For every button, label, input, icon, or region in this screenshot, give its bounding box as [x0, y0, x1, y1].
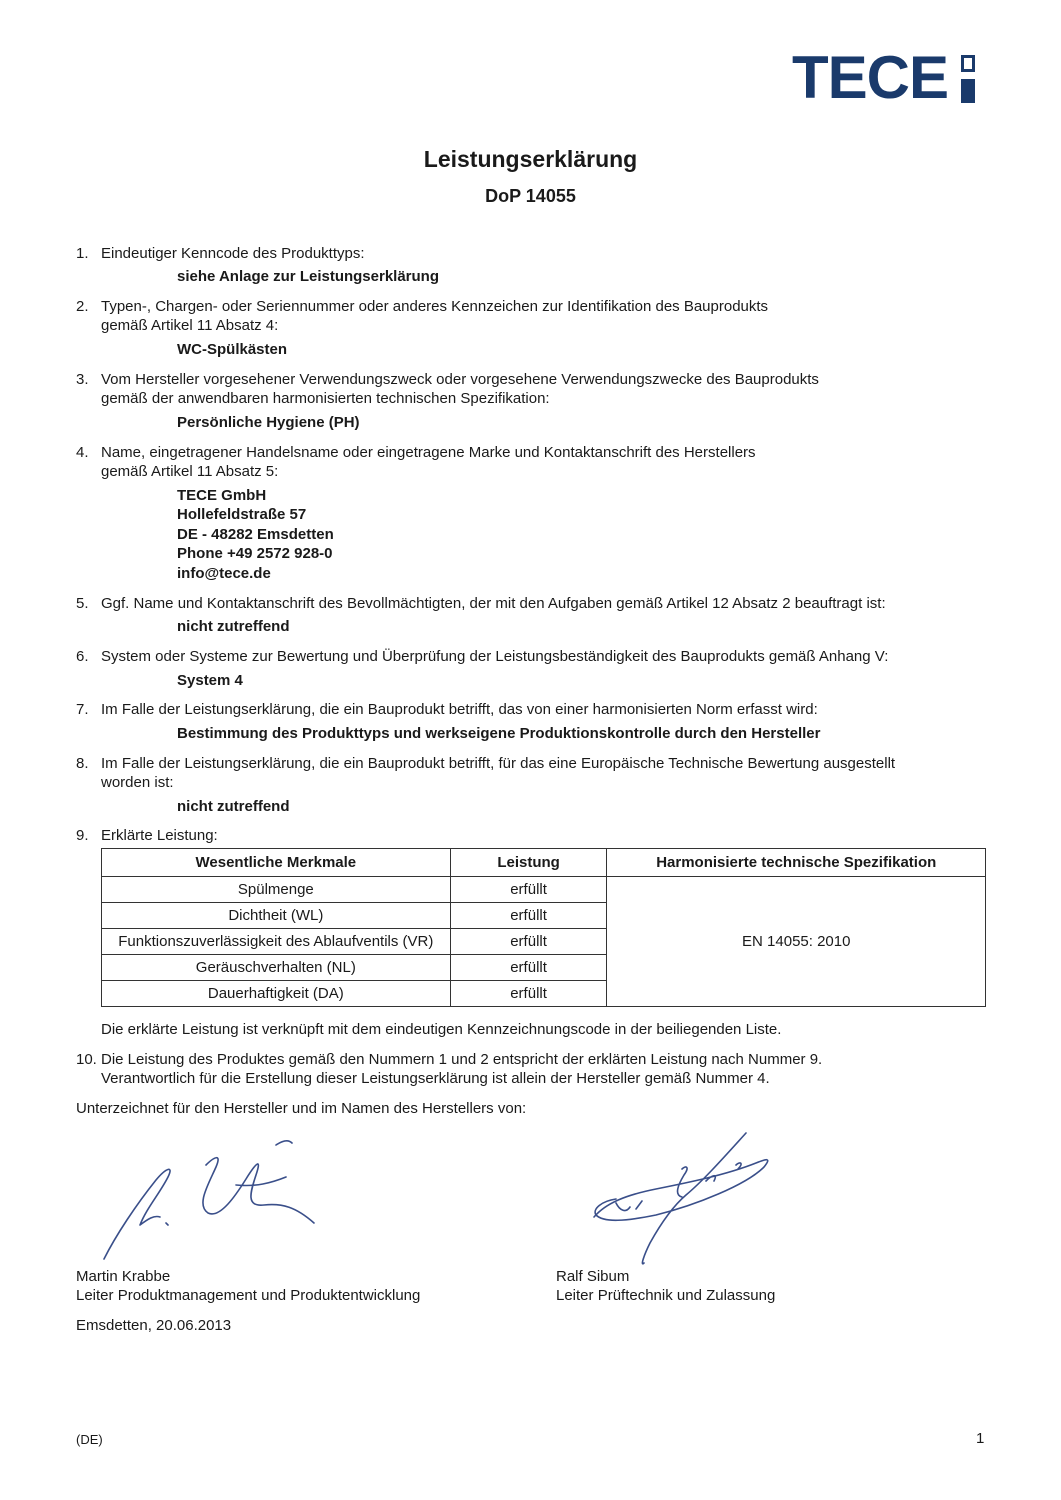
table-cell-performance: erfüllt	[450, 903, 607, 929]
item-1-number: 1.	[76, 245, 89, 262]
item-7-text: Im Falle der Leistungserklärung, die ein Bauprodukt betrifft, das von einer harmonisierten Norm erfasst wird:	[101, 701, 818, 718]
item-1-answer: siehe Anlage zur Leistungserklärung	[177, 268, 440, 285]
table-cell-performance: erfüllt	[450, 877, 607, 903]
item-8-text-line2: worden ist:	[101, 774, 174, 791]
table-header-row	[102, 849, 986, 877]
item-1-text: Eindeutiger Kenncode des Produkttyps:	[101, 245, 365, 262]
item-6-answer: System 4	[177, 672, 243, 689]
item-10-number: 10.	[76, 1051, 97, 1068]
table-note: Die erklärte Leistung ist verknüpft mit dem eindeutigen Kennzeichnungscode in der beiliegenden Liste.	[101, 1021, 782, 1038]
table-header: Wesentliche Merkmale	[102, 849, 451, 877]
item-9-number: 9.	[76, 827, 89, 844]
item-2-text-line1: Typen-, Chargen- oder Seriennummer oder anderes Kennzeichen zur Identifikation des Bauprodukts	[101, 298, 769, 315]
item-5-text: Ggf. Name und Kontaktanschrift des Bevollmächtigten, der mit den Aufgaben gemäß Artikel 12 Absatz 2 beauftragt ist:	[101, 595, 886, 612]
item-8-answer: nicht zutreffend	[177, 798, 290, 815]
signer-2-name: Ralf Sibum	[556, 1268, 630, 1285]
item-6-number: 6.	[76, 648, 89, 665]
item-4-answer-street: Hollefeldstraße 57	[177, 506, 307, 523]
table-cell-feature: Funktionszuverlässigkeit des Ablaufventils (VR)	[102, 929, 451, 955]
item-10-text-line1: Die Leistung des Produktes gemäß den Nummern 1 und 2 entspricht der erklärten Leistung nach Nummer 9.	[101, 1051, 823, 1068]
table-cell-spec: EN 14055: 2010	[607, 877, 986, 1007]
item-8-number: 8.	[76, 755, 89, 772]
item-4-answer-company: TECE GmbH	[177, 487, 267, 504]
table-cell-feature: Dichtheit (WL)	[102, 903, 451, 929]
document-subtitle: DoP 14055	[485, 186, 576, 206]
document-title: Leistungserklärung	[423, 146, 638, 172]
table-cell-performance: erfüllt	[450, 929, 607, 955]
signature-ralf-sibum	[586, 1125, 786, 1275]
item-6-text: System oder Systeme zur Bewertung und Überprüfung der Leistungsbeständigkeit des Bauprodukts gemäß Anhang V:	[101, 648, 889, 665]
signer-1-role: Leiter Produktmanagement und Produktentwicklung	[76, 1287, 421, 1304]
item-3-answer: Persönliche Hygiene (PH)	[177, 414, 360, 431]
tece-logo	[792, 44, 987, 111]
item-10-text-line2: Verantwortlich für die Erstellung dieser Leistungserklärung ist allein der Hersteller gemäß Nummer 4.	[101, 1070, 770, 1087]
logo-square-filled	[961, 79, 975, 103]
table-cell-feature: Spülmenge	[102, 877, 451, 903]
item-4-number: 4.	[76, 444, 89, 461]
table-cell-performance: erfüllt	[450, 981, 607, 1007]
item-5-number: 5.	[76, 595, 89, 612]
signer-2-role: Leiter Prüftechnik und Zulassung	[556, 1287, 776, 1304]
item-4-answer-email: info@tece.de	[177, 565, 271, 582]
footer-language: (DE)	[76, 1432, 103, 1447]
table-row	[102, 877, 986, 903]
item-2-text-line2: gemäß Artikel 11 Absatz 4:	[101, 317, 279, 334]
item-7-answer: Bestimmung des Produkttyps und werkseigene Produktionskontrolle durch den Hersteller	[177, 725, 821, 742]
signed-by-text: Unterzeichnet für den Hersteller und im Namen des Herstellers von:	[76, 1100, 527, 1117]
item-8-text-line1: Im Falle der Leistungserklärung, die ein Bauprodukt betrifft, für das eine Europäische Technische Bewertung ausgestellt	[101, 755, 896, 772]
item-4-answer-city: DE - 48282 Emsdetten	[177, 526, 334, 543]
item-4-text-line1: Name, eingetragener Handelsname oder eingetragene Marke und Kontaktanschrift des Herstellers	[101, 444, 756, 461]
table-header: Harmonisierte technische Spezifikation	[607, 849, 986, 877]
signature-martin-krabbe	[96, 1135, 326, 1265]
item-7-number: 7.	[76, 701, 89, 718]
table-header: Leistung	[450, 849, 607, 877]
item-4-text-line2: gemäß Artikel 11 Absatz 5:	[101, 463, 279, 480]
place-date: Emsdetten, 20.06.2013	[76, 1317, 232, 1334]
table-cell-feature: Geräuschverhalten (NL)	[102, 955, 451, 981]
signer-1-name: Martin Krabbe	[76, 1268, 171, 1285]
item-9-text: Erklärte Leistung:	[101, 827, 218, 844]
table-cell-feature: Dauerhaftigkeit (DA)	[102, 981, 451, 1007]
item-2-answer: WC-Spülkästen	[177, 341, 288, 358]
item-3-number: 3.	[76, 371, 89, 388]
item-3-text-line2: gemäß der anwendbaren harmonisierten technischen Spezifikation:	[101, 390, 550, 407]
item-2-number: 2.	[76, 298, 89, 315]
item-5-answer: nicht zutreffend	[177, 618, 290, 635]
table-cell-performance: erfüllt	[450, 955, 607, 981]
logo-text: TECE	[792, 44, 949, 111]
performance-table	[101, 848, 986, 1007]
item-4-answer-phone: Phone +49 2572 928-0	[177, 545, 333, 562]
logo-square-outline	[961, 55, 975, 72]
footer-page-number: 1	[976, 1430, 985, 1447]
item-3-text-line1: Vom Hersteller vorgesehener Verwendungszweck oder vorgesehene Verwendungszwecke des Bauprodukts	[101, 371, 819, 388]
